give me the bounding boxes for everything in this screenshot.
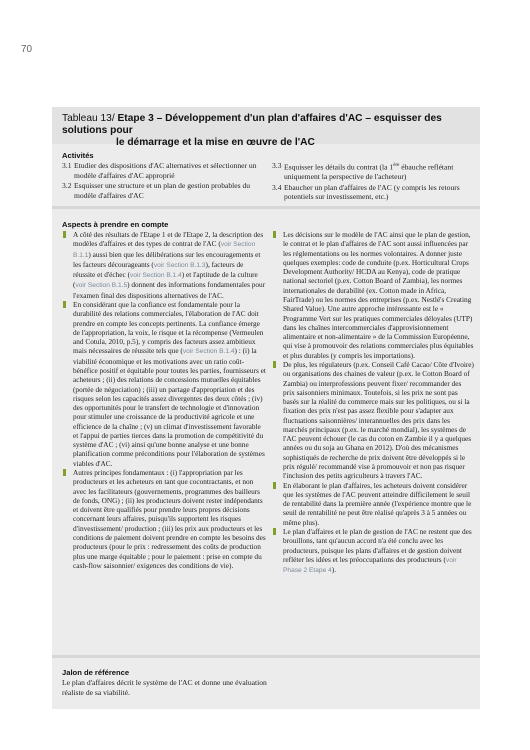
activity-number: 3.1 (62, 161, 72, 170)
activity-number: 3.2 (62, 181, 72, 191)
activity-text: Ebaucher un plan d'affaires de l'AC (y compris les retours potentiels sur investissement, etc.) (284, 182, 460, 202)
section-reference: voir Phase 2 Etape 4 (283, 556, 457, 575)
aspect-bullet (62, 300, 267, 468)
aspect-bullet (272, 481, 474, 527)
activities-heading: Activités (62, 151, 94, 160)
aspects-right-column (272, 230, 474, 575)
bullet-text: A côté des résultats de l'Etape 1 et de l'Etape 2, la description des modèles d'affaires et des types de contrat de l'AC ( (73, 230, 264, 249)
milestone-heading: Jalon de référence (62, 668, 130, 677)
title-prefix: Tableau 13/ (62, 113, 118, 124)
section-divider (52, 655, 480, 658)
bullet-text: ), facteurs de réussite et d'échec ( (73, 259, 244, 280)
aspects-heading: Aspects à prendre en compte (62, 220, 169, 229)
activities-right (272, 161, 472, 203)
bullet-text: ). (331, 565, 337, 575)
section-reference: voir Section B.1.5 (75, 282, 128, 290)
bullet-marker (273, 528, 276, 535)
aspect-bullet (272, 230, 474, 360)
bullet-text: Les décisions sur le modèle de l'AC ainsi que le plan de gestion, le contrat et le plan d'affaires de l'AC sont aussi influencées par les réglementations ou les normes volontaires. A donner juste quelques exemples: code de conduite (p.ex. Horticultural Crops Development Authority/ HCDA au Kenya), code de pratique national sectoriel (p.ex. Cotton Board of Zambia), les normes internationales de durabilité (ex. Cotton made in Africa, FairTrade) ou les normes des entreprises (p.ex. Nestlé's Creating Shared Value). Une autre approche intéressante est le « Programme Vert sur les pratiques commerciales déloyales (UTP) dans les chaînes intercommerciales d'approvisionnement alimentaire et non-alimentaire » de la Commission Européenne, qui vise à promouvoir des relations commerciales plus équitables et plus durables (y compris les importations). (283, 230, 474, 360)
activity-text-after: ébauche reflétant uniquement la perspective de l'acheteur) (284, 162, 454, 182)
activity-number: 3.3 (272, 161, 282, 170)
activity-number: 3.4 (272, 182, 282, 192)
aspect-bullet (62, 230, 267, 300)
bullet-text: De plus, les régulateurs (p.ex. Conseil Café Cacao/ Côte d'Ivoire) ou organisations des chaines de valeur (p.ex. le Cotton Board of Zambia) ou interprofessions peuvent fixer/ recommander des prix saisonniers minimaux. Toutefois, si les prix ne sont pas basés sur la réalité du commerce mais sur les politiques, ou si la fixation des prix n'est pas assez flexible pour s'adapter aux fluctuations saisonnières/ interannuelles des prix dans les marchés principaux (p.ex. le marché mondial), les systèmes de l'AC peuvent échouer (le cas du coton en Zambie il y a quelques années ou du soja au Ghana en 2012). D'où des mécanismes sophistiqués de recherche de prix doivent être développés si le prix régulé/ recommandé vise à promouvoir et non pas risquer l'inclusion des petits agriculteurs à travers l'AC. (283, 359, 474, 481)
bullet-text: ) : (i) la viabilité économique et les motivations avec un ratio coût-bénéfice positif et équitable pour toutes les parties, fournisseurs et acheteurs ; (ii) des relations de concessions mutuelles équitables (portée de négociation) ; (iii) un partage d'appropriation et des risques selon les capacités assez divergentes des deux côtés ; (iv) des opportunités pour le transfert de technologie et d'innovation pour stimuler une croissance de la productivité agricole et une efficience de la chaîne ; (v) un climat d'investissement favorable et l'appui de parties tierces dans la promotion de compétitivité du système d'AC ; (vi) ainsi qu'une bonne analyse et une bonne planification comme préconditions pour l'élaboration de systèmes viables d'AC. (73, 346, 266, 468)
section-divider (52, 206, 480, 209)
activity-text: Etudier des dispositions d'AC alternatives et sélectionner un modèle d'affaires d'AC approprié (74, 161, 257, 180)
bullet-text: Le plan d'affaires et le plan de gestion de l'AC ne restent que des brouillons, tant qu'aucun accord n'a été conclu avec les producteurs, puisque les plans d'affaires et de gestion doivent refléter les idées et les préoccupations des producteurs ( (283, 527, 472, 564)
page-number: 70 (21, 44, 33, 55)
bullet-marker (273, 231, 276, 238)
title-line-2: le démarrage et la mise en œuvre de l'AC (116, 137, 315, 148)
activity-item (62, 181, 267, 200)
section-reference: voir Section B.1.4 (182, 348, 235, 356)
section-reference: voir Section B.1.4 (130, 272, 182, 280)
bullet-marker (63, 469, 66, 476)
bullet-text: ) donnent des informations fondamentales pour l'examen final des dispositions alternatives de l'AC. (73, 280, 266, 300)
activity-item (62, 161, 267, 180)
activities-left (62, 161, 267, 201)
milestone-text: Le plan d'affaires décrit le système de l'AC et donne une évaluation réaliste de sa viabilité. (62, 678, 267, 697)
activity-text-before: Esquisser les détails du contrat (la 1 (284, 162, 394, 172)
aspect-bullet (272, 360, 474, 481)
bullet-marker (273, 482, 276, 489)
activity-text (284, 161, 472, 182)
section-reference: voir Section B.1.3 (153, 261, 206, 269)
aspect-bullet (272, 527, 474, 575)
activity-text: Esquisser une structure et un plan de gestion probables du modèle d'affaires d'AC (74, 181, 251, 200)
section-reference: voir Section B.1.1 (73, 241, 256, 259)
activity-item (272, 161, 472, 182)
activity-item (272, 183, 472, 202)
bullet-text: ) aussi bien que les délibérations sur les encouragements et les facteurs décourageants ( (73, 249, 261, 269)
bullet-text: ) et l'aptitude de la culture ( (73, 270, 258, 290)
bullet-marker (273, 361, 276, 368)
aspects-left-column (62, 230, 267, 570)
bullet-marker (63, 231, 66, 238)
superscript: ère (393, 163, 400, 168)
bullet-text: En considérant que la confiance est fondamentale pour la durabilité des relations commerciales, l'élaboration de l'AC doit prendre en compte les concepts pertinents. La confiance émerge de l'appropriation, la voix, le risque et la récompense (Vermeulen and Cotula, 2010, p.5), y compris des facteurs assez ambitieux mais nécessaires de réussite tels que ( (73, 299, 264, 356)
bullet-marker (63, 301, 66, 308)
bullet-text: Autres principes fondamentaux : (i) l'appropriation par les producteurs et les acheteurs en tant que cocontractants, et non avec les facilitateurs (gouvernements, programmes des bailleurs de fonds, ONG) ; (ii) les producteurs doivent rester indépendants et doivent être qualifiés pour prendre leurs propres décisions concernant leurs affaires, puisqu'ils supportent les risques d'investissement/ production ; (iii) les prix aux producteurs et les conditions de paiement doivent prendre en compte les besoins des producteurs (pour le prix : redressement des coûts de production plus une marge équitable ; pour le paiement : prise en compte du cash-flow saisonnier/ exigences des conditions de vie). (73, 468, 266, 570)
table-title (62, 113, 476, 149)
bullet-text: En élaborant le plan d'affaires, les acheteurs doivent considérer que les systèmes de l'AC peuvent atteindre difficilement le seuil de rentabilité dans la première année (l'expérience montre que le seuil de rentabilité ne peut être réalisé qu'après 3 à 5 années ou même plus). (283, 480, 472, 527)
title-line-1: Etape 3 – Développement d'un plan d'affaires d'AC – esquisser des solutions pour (62, 113, 442, 136)
aspect-bullet (62, 468, 267, 570)
